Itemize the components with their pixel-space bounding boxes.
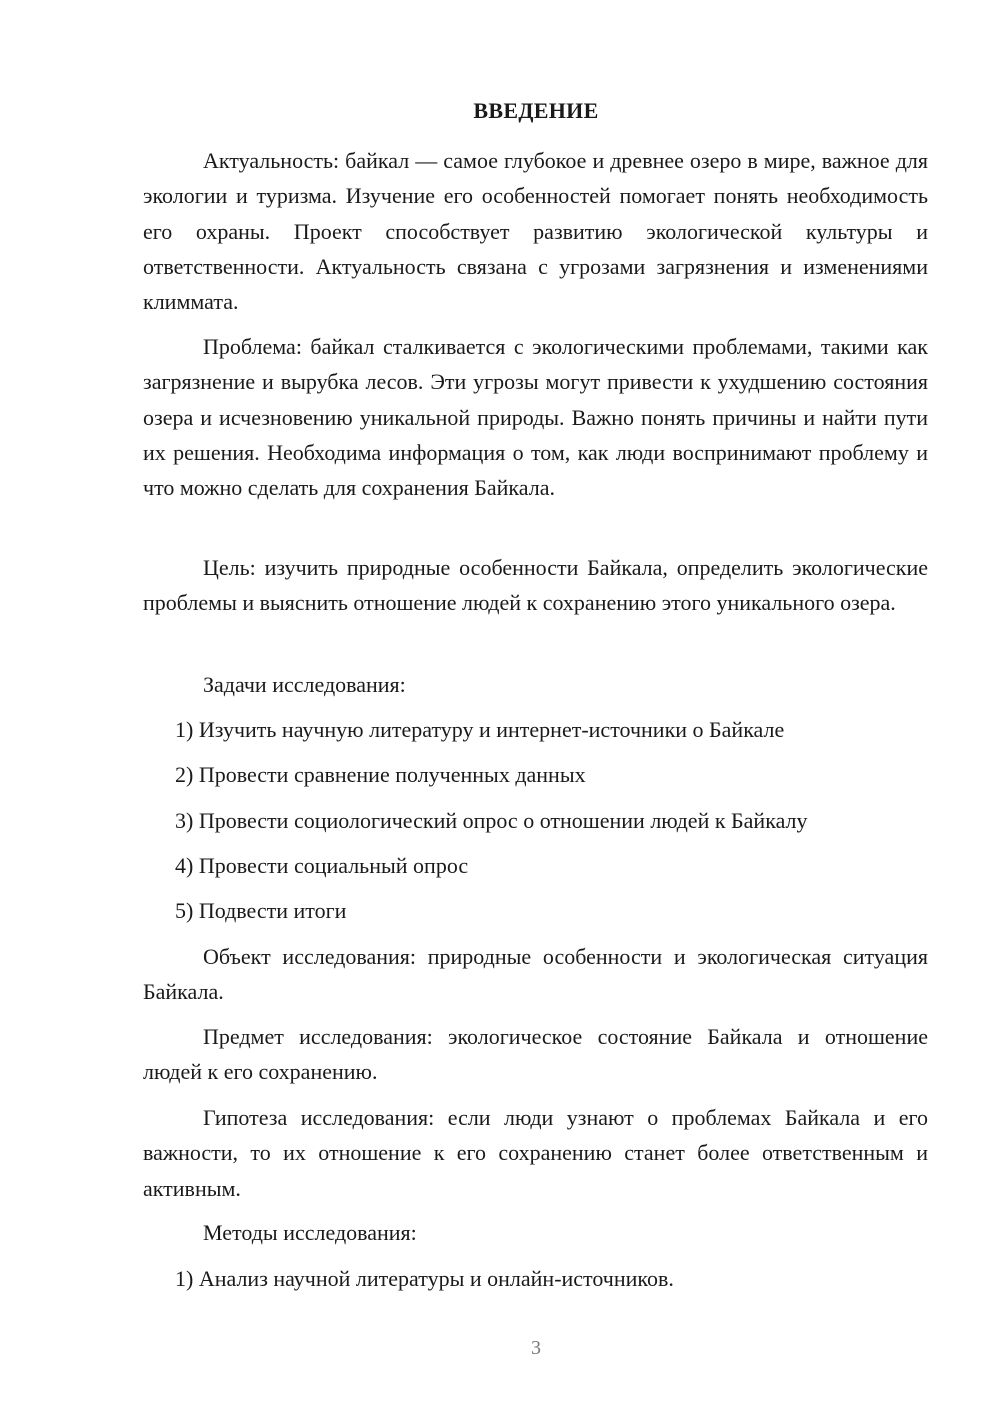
relevance-paragraph: Актуальность: байкал — самое глубокое и древнее озеро в мире, важное для экологии и туризма. Изучение его особенностей помогает понять необходимость его охраны. Проект способствует развитию экологической культуры и ответственности. Актуальность связана с угрозами загрязнения и изменениями климмата.	[143, 148, 928, 315]
task-item: 4) Провести социальный опрос	[175, 853, 469, 878]
subject-paragraph: Предмет исследования: экологическое состояние Байкала и отношение людей к его сохранению.	[143, 1024, 928, 1085]
problem-paragraph: Проблема: байкал сталкивается с экологическими проблемами, такими как загрязнение и вырубка лесов. Эти угрозы могут привести к ухудшению состояния озера и исчезновению уникальной природы. Важно понять причины и найти пути их решения. Необходима информация о том, как люди воспринимают проблему и что можно сделать для сохранения Байкала.	[143, 334, 928, 501]
page-number: 3	[531, 1337, 541, 1359]
task-item: 3) Провести социологический опрос о отношении людей к Байкалу	[175, 808, 808, 833]
goal-paragraph: Цель: изучить природные особенности Байкала, определить экологические проблемы и выяснить отношение людей к сохранению этого уникального озера.	[143, 555, 928, 616]
task-item: 2) Провести сравнение полученных данных	[175, 762, 586, 787]
hypothesis-paragraph: Гипотеза исследования: если люди узнают о проблемах Байкала и его важности, то их отношение к его сохранению станет более ответственным и активным.	[143, 1105, 928, 1201]
method-item: 1) Анализ научной литературы и онлайн-источников.	[175, 1266, 674, 1291]
page-title: ВВЕДЕНИЕ	[473, 98, 599, 123]
task-item: 1) Изучить научную литературу и интернет-источники о Байкале	[175, 717, 785, 742]
object-paragraph: Объект исследования: природные особенности и экологическая ситуация Байкала.	[143, 944, 928, 1005]
task-item: 5) Подвести итоги	[175, 898, 347, 923]
tasks-heading: Задачи исследования:	[203, 672, 406, 697]
methods-heading: Методы исследования:	[203, 1220, 417, 1245]
